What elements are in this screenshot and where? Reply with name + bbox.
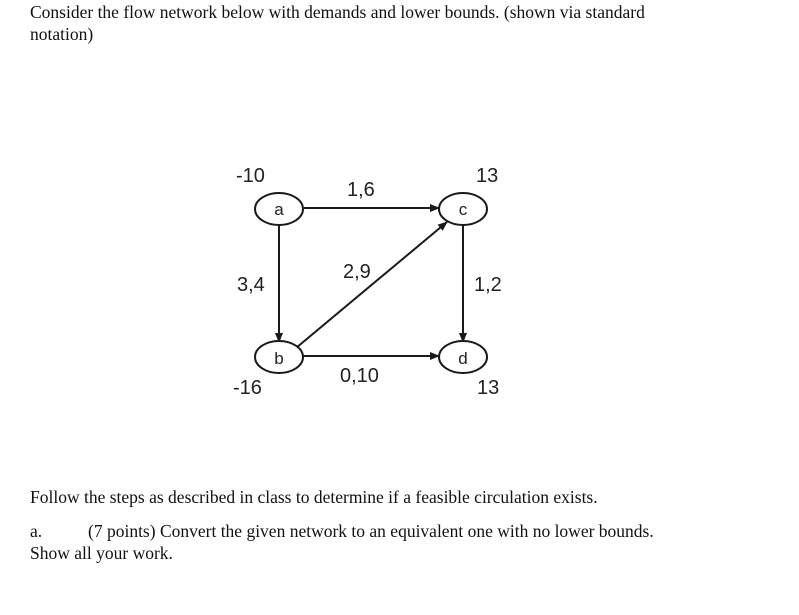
instruction-text: Follow the steps as described in class to determine if a feasible circulation exists.	[30, 487, 598, 507]
demand-a: -10	[236, 165, 265, 187]
edge-label-b-c: 2,9	[343, 261, 371, 283]
edge-label-a-c: 1,6	[347, 179, 375, 201]
node-d-label: d	[458, 349, 468, 368]
intro-line-2: notation)	[30, 24, 94, 44]
node-a-label: a	[274, 200, 284, 219]
part-a-line-2: Show all your work.	[30, 543, 173, 563]
node-b-label: b	[274, 349, 284, 368]
edge-b-c	[296, 222, 447, 348]
demand-d: 13	[477, 377, 500, 399]
part-a-line-1	[30, 520, 770, 542]
part-a-question	[30, 520, 770, 564]
edge-label-c-d: 1,2	[474, 274, 502, 296]
part-a-marker: a.	[30, 521, 43, 541]
demand-c: 13	[476, 165, 499, 187]
edge-label-b-d: 0,10	[340, 365, 379, 387]
demand-b: -16	[233, 377, 262, 399]
node-c-label: c	[458, 200, 468, 219]
edge-label-a-b: 3,4	[237, 274, 265, 296]
intro-line-1: Consider the flow network below with demands and lower bounds. (shown via standard	[30, 2, 645, 22]
part-a-text: (7 points) Convert the given network to an equivalent one with no lower bounds.	[88, 521, 654, 541]
